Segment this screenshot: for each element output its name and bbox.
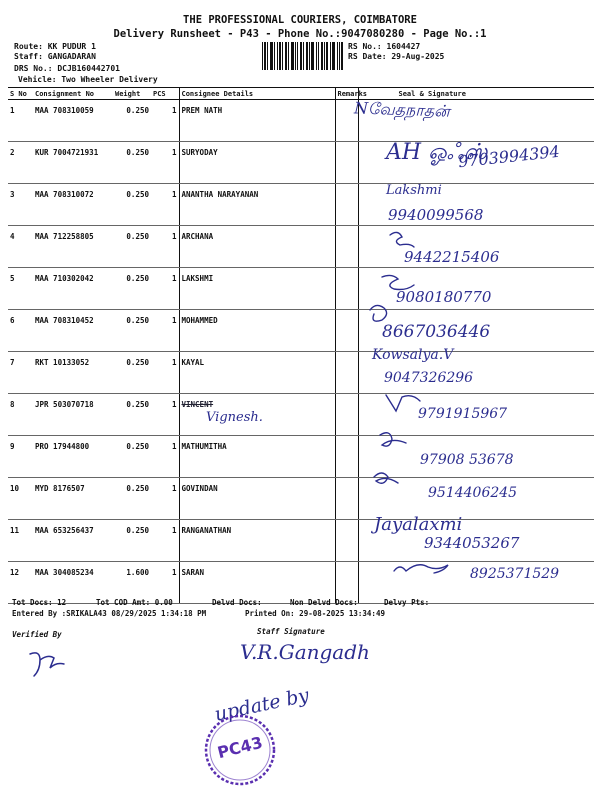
cell-sno: 3 — [8, 184, 33, 226]
vehicle-label: Vehicle: Two Wheeler Delivery — [18, 75, 158, 84]
barcode-bar — [262, 42, 263, 70]
barcode-bar — [318, 42, 319, 70]
col-sno: S No — [8, 88, 33, 100]
delivery-points: Delvy Pts: — [384, 598, 430, 607]
barcode-bar — [264, 42, 266, 70]
barcode-bar — [321, 42, 323, 70]
signature-2: AH ஓஃஸ் — [386, 140, 488, 165]
phone-5: 9080180770 — [396, 288, 492, 306]
barcode-bar — [324, 42, 325, 70]
barcode-bar — [300, 42, 302, 70]
phone-4: 9442215406 — [404, 248, 500, 266]
verifier-signature — [24, 642, 84, 682]
non-delivered-docs: Non Delvd Docs: — [290, 598, 358, 607]
staff-signature-label: Staff Signature — [257, 627, 325, 636]
cell-pcs: 1 — [151, 142, 179, 184]
phone-6: 8667036446 — [382, 322, 491, 342]
delivered-docs: Delvd Docs: — [212, 598, 262, 607]
verified-by-label: Verified By — [12, 630, 62, 639]
barcode-bar — [274, 42, 275, 70]
scribble-row6 — [370, 305, 387, 321]
cell-pcs: 1 — [151, 184, 179, 226]
cell-weight: 0.250 — [113, 520, 151, 562]
cell-pcs: 1 — [151, 478, 179, 520]
barcode-bar — [267, 42, 268, 70]
phone-9: 97908 53678 — [420, 452, 514, 468]
cell-weight: 0.250 — [113, 478, 151, 520]
cell-consignment: MAA 710302042 — [33, 268, 113, 310]
cell-consignee: LAKSHMI — [179, 268, 335, 310]
cell-sno: 9 — [8, 436, 33, 478]
printed-on: Printed On: 29-08-2025 13:34:49 — [245, 609, 385, 618]
scribble-row9 — [380, 433, 406, 446]
cell-sno: 6 — [8, 310, 33, 352]
barcode-bar — [341, 42, 343, 70]
phone-11: 9344053267 — [424, 534, 520, 552]
col-consignee: Consignee Details — [179, 88, 335, 100]
rs-date: RS Date: 29-Aug-2025 — [348, 52, 445, 61]
total-cod: Tot COD Amt: 0.00 — [96, 598, 173, 607]
cell-consignee: RANGANATHAN — [179, 520, 335, 562]
cell-pcs: 1 — [151, 310, 179, 352]
cell-pcs: 1 — [151, 394, 179, 436]
phone-3: 9940099568 — [388, 206, 484, 224]
barcode-bar — [270, 42, 273, 70]
barcode-bar — [277, 42, 278, 70]
barcode-bar — [309, 42, 310, 70]
cell-consignment: RKT 10133052 — [33, 352, 113, 394]
cell-weight: 1.600 — [113, 562, 151, 604]
cell-sno: 1 — [8, 100, 33, 142]
phone-12: 8925371529 — [470, 566, 560, 582]
col-weight: Weight — [113, 88, 151, 100]
cell-weight: 0.250 — [113, 184, 151, 226]
cell-sno: 12 — [8, 562, 33, 604]
cell-consignee: MOHAMMED — [179, 310, 335, 352]
cell-weight: 0.250 — [113, 226, 151, 268]
barcode-bar — [285, 42, 287, 70]
scribble-row12 — [394, 565, 448, 573]
cell-consignment: MAA 708310452 — [33, 310, 113, 352]
cell-sno: 5 — [8, 268, 33, 310]
phone-10: 9514406245 — [428, 485, 518, 501]
scribble-row4 — [390, 232, 414, 247]
drs-number: DRS No.: DCJB160442701 — [14, 64, 120, 73]
barcode-bar — [297, 42, 298, 70]
scribble-row10 — [374, 473, 398, 483]
cell-sno: 7 — [8, 352, 33, 394]
route-label: Route: KK PUDUR 1 — [14, 42, 96, 51]
cell-consignment: PRO 17944800 — [33, 436, 113, 478]
barcode-bar — [337, 42, 338, 70]
signature-7: Kowsalya.V — [372, 347, 454, 363]
phone-2: 9703994394 — [457, 141, 561, 172]
cell-pcs: 1 — [151, 520, 179, 562]
barcode-bar — [279, 42, 281, 70]
cell-consignee: GOVINDAN — [179, 478, 335, 520]
barcode — [262, 42, 344, 70]
col-seal-signature: Seal & Signature — [358, 88, 594, 100]
total-docs: Tot Docs: 12 — [12, 598, 67, 607]
cell-consignee: KAYAL — [179, 352, 335, 394]
barcode-bar — [288, 42, 289, 70]
cell-sno: 8 — [8, 394, 33, 436]
update-note: update by — [212, 684, 311, 726]
cell-consignment: MAA 712258805 — [33, 226, 113, 268]
barcode-bar — [291, 42, 294, 70]
cell-consignment: JPR 503070718 — [33, 394, 113, 436]
barcode-bar — [330, 42, 331, 70]
cell-consignee: PREM NATH — [179, 100, 335, 142]
cell-pcs: 1 — [151, 268, 179, 310]
barcode-bar — [316, 42, 317, 70]
cell-sno: 11 — [8, 520, 33, 562]
cell-sno: 4 — [8, 226, 33, 268]
cell-consignment: MAA 708310059 — [33, 100, 113, 142]
cell-consignee: ANANTHA NARAYANAN — [179, 184, 335, 226]
barcode-bar — [326, 42, 328, 70]
cell-consignee: SARAN — [179, 562, 335, 604]
cell-consignee: SURYODAY — [179, 142, 335, 184]
cell-consignment: MYD 8176507 — [33, 478, 113, 520]
scribble-row8 — [386, 395, 420, 411]
barcode-bar — [306, 42, 308, 70]
cell-weight: 0.250 — [113, 352, 151, 394]
entered-by: Entered By :SRIKALA43 08/29/2025 1:34:18 PM — [12, 609, 207, 618]
phone-8: 9791915967 — [418, 406, 508, 422]
cell-weight: 0.250 — [113, 100, 151, 142]
rs-number: RS No.: 1604427 — [348, 42, 421, 51]
cell-pcs: 1 — [151, 562, 179, 604]
signature-3: Lakshmi — [386, 183, 442, 198]
barcode-bar — [303, 42, 304, 70]
cell-consignment: MAA 304085234 — [33, 562, 113, 604]
col-remarks: Remarks — [335, 88, 358, 100]
cell-sno: 10 — [8, 478, 33, 520]
staff-label: Staff: GANGADARAN — [14, 52, 96, 61]
col-pcs: PCS — [151, 88, 179, 100]
cell-weight: 0.250 — [113, 436, 151, 478]
cell-consignment: KUR 7004721931 — [33, 142, 113, 184]
cell-weight: 0.250 — [113, 310, 151, 352]
phone-7: 9047326296 — [384, 370, 474, 386]
barcode-bar — [311, 42, 314, 70]
cell-weight: 0.250 — [113, 394, 151, 436]
signature-11: Jayalaxmi — [374, 514, 463, 535]
barcode-bar — [282, 42, 283, 70]
cell-weight: 0.250 — [113, 142, 151, 184]
cell-consignment: MAA 653256437 — [33, 520, 113, 562]
runsheet-subtitle: Delivery Runsheet - P43 - Phone No.:9047080280 - Page No.:1 — [113, 28, 487, 40]
staff-signature: V.R.Gangadh — [240, 640, 370, 664]
barcode-bar — [339, 42, 340, 70]
cell-consignee: VINCENT — [179, 394, 335, 436]
cell-consignee: ARCHANA — [179, 226, 335, 268]
cell-sno: 2 — [8, 142, 33, 184]
cell-consignee: MATHUMITHA — [179, 436, 335, 478]
signature-1: Nவேதநாதன் — [353, 98, 450, 121]
barcode-bar — [332, 42, 335, 70]
cell-pcs: 1 — [151, 436, 179, 478]
cell-pcs: 1 — [151, 100, 179, 142]
cell-consignment: MAA 708310072 — [33, 184, 113, 226]
cell-weight: 0.250 — [113, 268, 151, 310]
row8-remark: Vignesh. — [206, 410, 263, 425]
barcode-bar — [295, 42, 296, 70]
scribble-row5 — [382, 275, 414, 289]
signature-scribbles — [350, 95, 600, 595]
cell-pcs: 1 — [151, 226, 179, 268]
col-consignment: Consignment No — [33, 88, 113, 100]
company-title: THE PROFESSIONAL COURIERS, COIMBATORE — [183, 14, 417, 26]
stamp-text: PC43 — [215, 732, 265, 763]
cell-pcs: 1 — [151, 352, 179, 394]
